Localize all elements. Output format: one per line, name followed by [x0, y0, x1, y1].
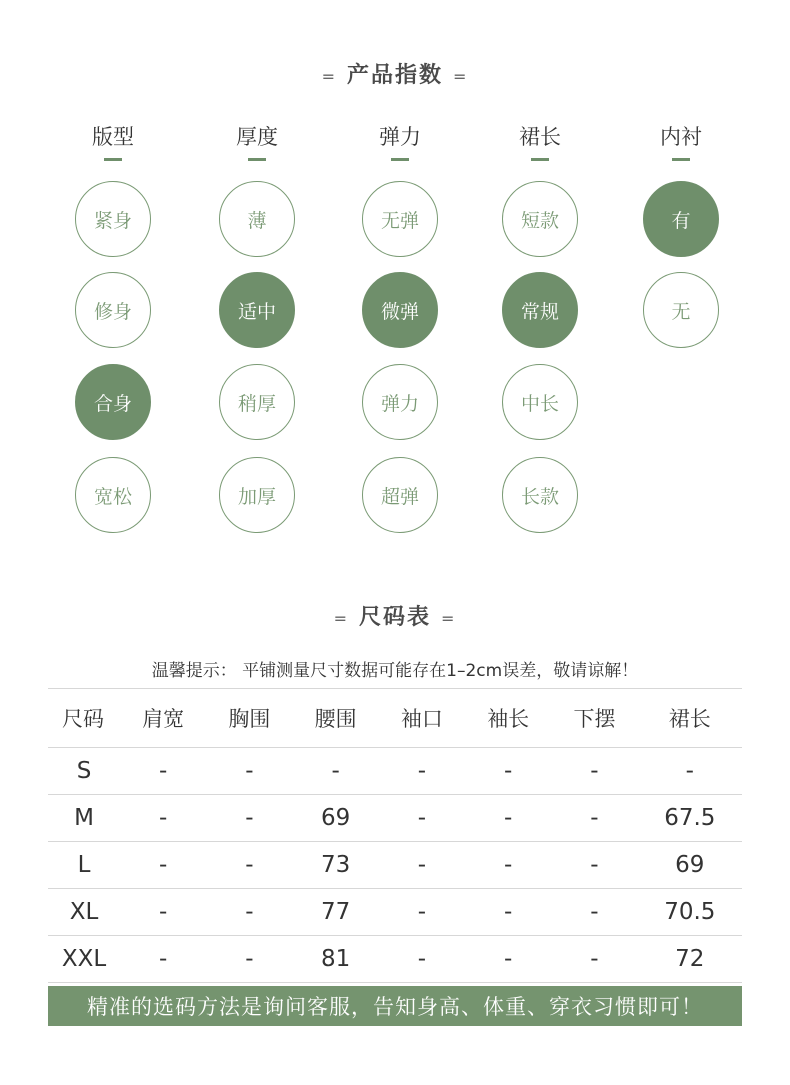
product-index-title-text: 产品指数 — [346, 63, 443, 88]
index-heading: 内衬 — [660, 125, 702, 149]
index-option: 超弹 — [362, 457, 438, 533]
table-row — [48, 795, 742, 842]
size-value-cell: - — [465, 889, 551, 936]
size-label-cell: L — [48, 842, 120, 889]
index-option: 中长 — [502, 364, 578, 440]
index-option-selected: 有 — [643, 181, 719, 257]
size-value-cell: - — [379, 795, 465, 842]
size-value-cell: - — [206, 842, 292, 889]
index-column-4 — [500, 122, 580, 161]
size-value-cell: 77 — [293, 889, 379, 936]
table-row — [48, 748, 742, 795]
size-table-body — [48, 748, 742, 983]
index-column-2 — [217, 122, 297, 161]
index-option: 无弹 — [362, 181, 438, 257]
size-value-cell: - — [551, 889, 637, 936]
size-value-cell: - — [379, 748, 465, 795]
size-table-wrap — [48, 688, 742, 983]
index-heading: 版型 — [92, 125, 134, 149]
title-deco-left: = — [333, 609, 349, 628]
size-value-cell: - — [206, 889, 292, 936]
size-table-header-cell: 袖长 — [465, 689, 551, 748]
size-value-cell: - — [638, 748, 742, 795]
size-value-cell: - — [120, 748, 206, 795]
size-table-header-cell: 腰围 — [293, 689, 379, 748]
index-option-selected: 适中 — [219, 272, 295, 348]
heading-underline — [104, 158, 122, 161]
size-value-cell: - — [465, 842, 551, 889]
size-label-cell: XL — [48, 889, 120, 936]
index-option: 无 — [643, 272, 719, 348]
size-value-cell: - — [293, 748, 379, 795]
heading-underline — [672, 158, 690, 161]
index-option-selected: 微弹 — [362, 272, 438, 348]
index-column-5 — [641, 122, 721, 161]
size-label-cell: S — [48, 748, 120, 795]
index-option: 紧身 — [75, 181, 151, 257]
measurement-tip: 温馨提示： 平铺测量尺寸数据可能存在1–2cm误差，敬请谅解！ — [151, 661, 639, 681]
index-option: 宽松 — [75, 457, 151, 533]
size-table-header-cell: 肩宽 — [120, 689, 206, 748]
size-table-header-cell: 下摆 — [551, 689, 637, 748]
index-column-3 — [360, 122, 440, 161]
size-table-header-cell: 尺码 — [48, 689, 120, 748]
index-heading: 裙长 — [519, 125, 561, 149]
size-table-header-cell: 裙长 — [638, 689, 742, 748]
size-value-cell: - — [551, 795, 637, 842]
size-label-cell: XXL — [48, 936, 120, 983]
size-value-cell: - — [551, 748, 637, 795]
size-value-cell: - — [206, 795, 292, 842]
size-value-cell: - — [379, 936, 465, 983]
title-deco-right: = — [453, 67, 469, 86]
heading-underline — [391, 158, 409, 161]
size-value-cell: - — [379, 842, 465, 889]
index-option: 修身 — [75, 272, 151, 348]
index-heading: 弹力 — [379, 125, 421, 149]
index-option: 长款 — [502, 457, 578, 533]
index-option: 加厚 — [219, 457, 295, 533]
size-value-cell: - — [379, 889, 465, 936]
heading-underline — [531, 158, 549, 161]
title-deco-left: = — [321, 67, 337, 86]
size-value-cell: - — [120, 842, 206, 889]
size-value-cell: 67.5 — [638, 795, 742, 842]
index-option: 薄 — [219, 181, 295, 257]
size-table-header-row — [48, 689, 742, 748]
size-value-cell: 70.5 — [638, 889, 742, 936]
size-value-cell: - — [206, 748, 292, 795]
size-value-cell: - — [120, 795, 206, 842]
size-value-cell: - — [120, 936, 206, 983]
index-option: 短款 — [502, 181, 578, 257]
size-table — [48, 688, 742, 983]
size-table-header-cell: 胸围 — [206, 689, 292, 748]
size-value-cell: 69 — [293, 795, 379, 842]
size-chart-title — [0, 600, 790, 631]
index-option-selected: 常规 — [502, 272, 578, 348]
table-row — [48, 842, 742, 889]
size-value-cell: - — [120, 889, 206, 936]
size-value-cell: 81 — [293, 936, 379, 983]
table-row — [48, 889, 742, 936]
size-value-cell: - — [551, 842, 637, 889]
index-option: 稍厚 — [219, 364, 295, 440]
index-option: 弹力 — [362, 364, 438, 440]
product-index-title — [0, 58, 790, 89]
footer-banner: 精准的选码方法是询问客服，告知身高、体重、穿衣习惯即可！ — [48, 986, 742, 1026]
index-option-selected: 合身 — [75, 364, 151, 440]
title-deco-right: = — [441, 609, 457, 628]
size-value-cell: - — [551, 936, 637, 983]
size-value-cell: - — [465, 748, 551, 795]
size-value-cell: - — [465, 936, 551, 983]
size-value-cell: 69 — [638, 842, 742, 889]
table-row — [48, 936, 742, 983]
size-value-cell: 72 — [638, 936, 742, 983]
size-value-cell: - — [465, 795, 551, 842]
size-value-cell: 73 — [293, 842, 379, 889]
size-chart-title-text: 尺码表 — [358, 605, 431, 630]
index-column-1 — [73, 122, 153, 161]
size-label-cell: M — [48, 795, 120, 842]
size-table-header-cell: 袖口 — [379, 689, 465, 748]
index-heading: 厚度 — [236, 125, 278, 149]
size-value-cell: - — [206, 936, 292, 983]
heading-underline — [248, 158, 266, 161]
